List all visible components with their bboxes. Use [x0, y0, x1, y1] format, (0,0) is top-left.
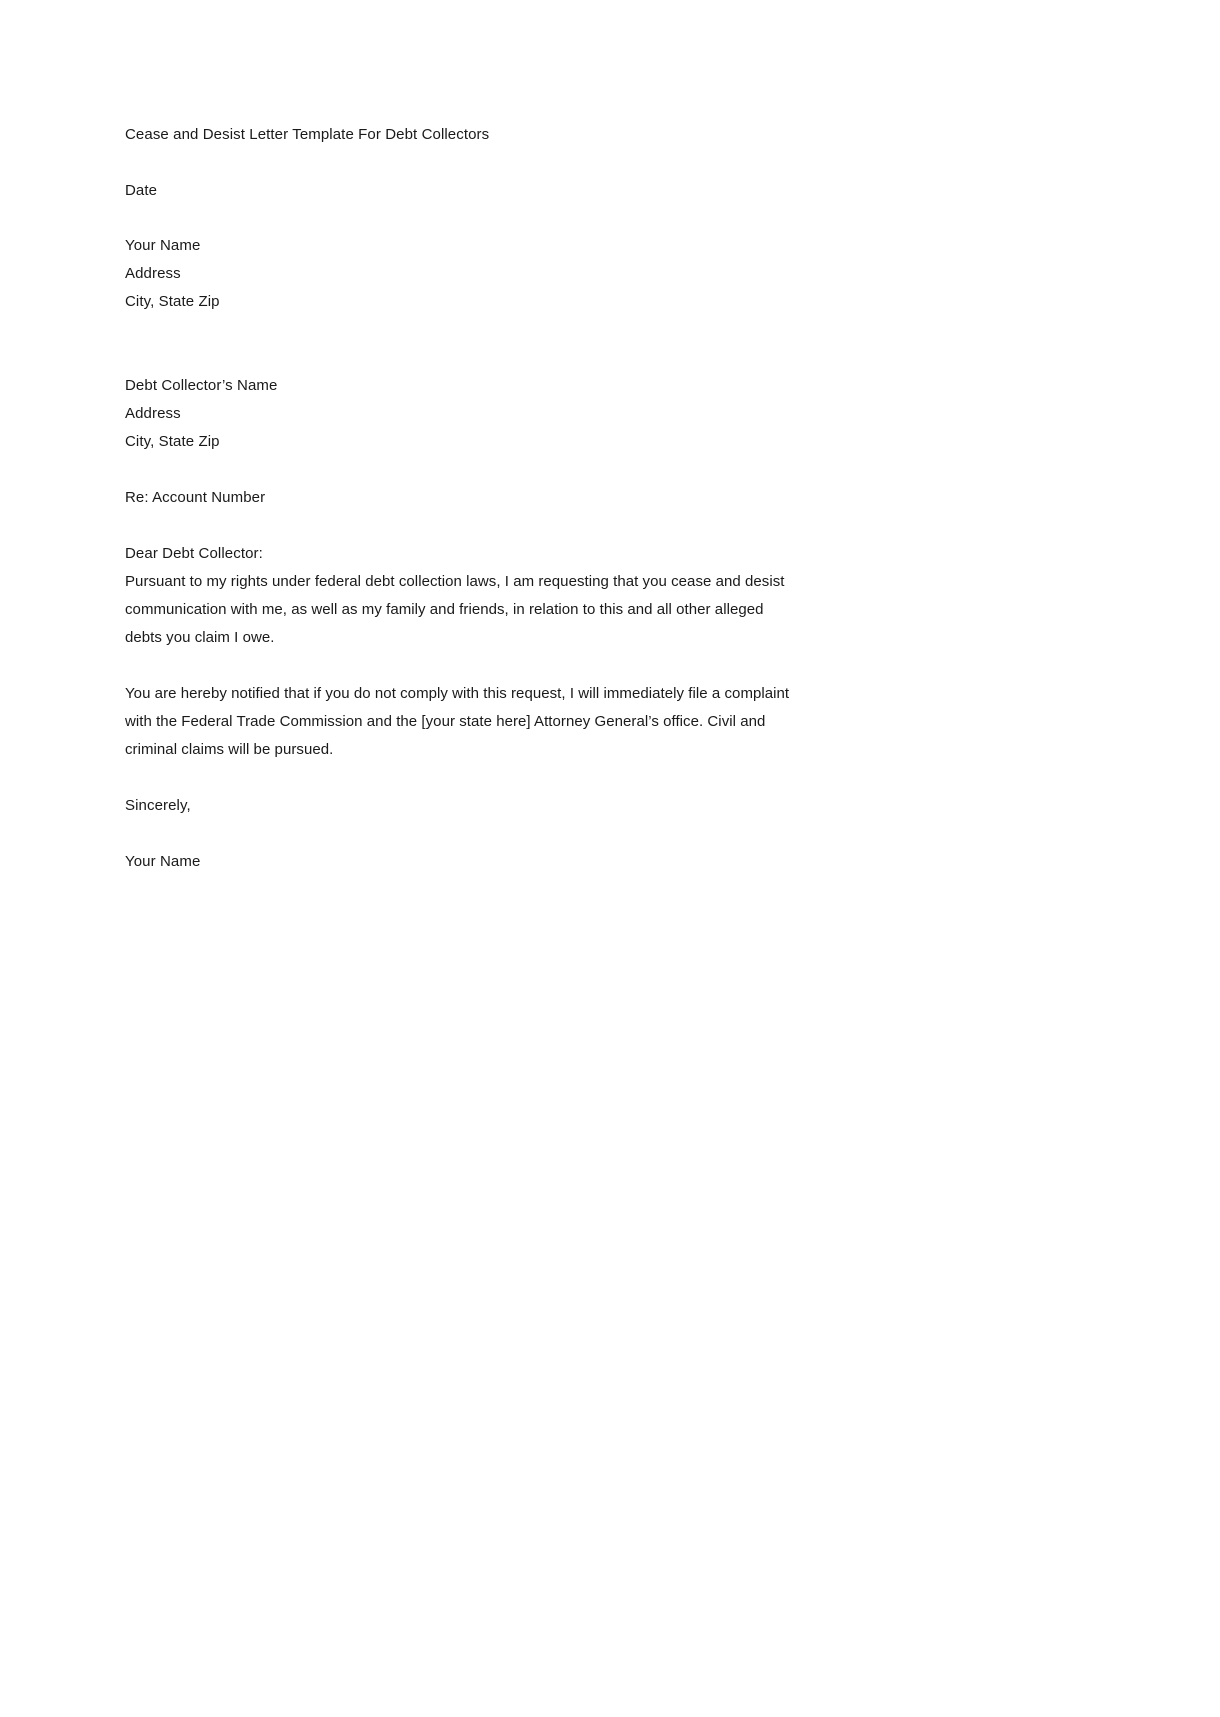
paragraph-line: with the Federal Trade Commission and the [your state here] Attorney General’s office. Civil and — [125, 713, 766, 730]
paragraph-line: You are hereby notified that if you do not comply with this request, I will immediately file a complaint — [125, 685, 790, 702]
body-paragraph-1 — [125, 568, 855, 652]
paragraph-line: communication with me, as well as my family and friends, in relation to this and all other alleged — [125, 601, 764, 618]
sender-city-state-zip: City, State Zip — [125, 293, 220, 310]
document-title: Cease and Desist Letter Template For Debt Collectors — [125, 126, 490, 143]
body-paragraph-2 — [125, 680, 855, 764]
paragraph-line: Pursuant to my rights under federal debt collection laws, I am requesting that you cease and desist — [125, 573, 785, 590]
recipient-city-state-zip: City, State Zip — [125, 433, 220, 450]
sender-name: Your Name — [125, 237, 201, 254]
sender-address: Address — [125, 265, 181, 282]
signature-name: Your Name — [125, 853, 201, 870]
recipient-address: Address — [125, 405, 181, 422]
paragraph-line: criminal claims will be pursued. — [125, 741, 334, 758]
date-line: Date — [125, 182, 158, 199]
salutation: Dear Debt Collector: — [125, 545, 263, 562]
closing: Sincerely, — [125, 797, 191, 814]
recipient-name: Debt Collector’s Name — [125, 377, 278, 394]
reference-line: Re: Account Number — [125, 489, 266, 506]
paragraph-line: debts you claim I owe. — [125, 629, 275, 646]
